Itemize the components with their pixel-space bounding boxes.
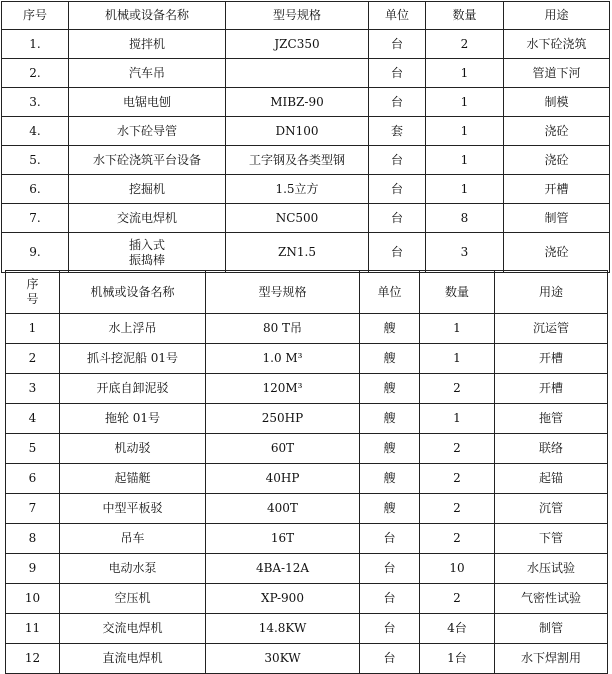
- table2-cell: 2: [420, 374, 495, 404]
- table2-cell: 艘: [360, 344, 420, 374]
- table1-cell: ZN1.5: [226, 233, 369, 273]
- table2-row: [6, 644, 608, 674]
- table2-cell: 10: [6, 584, 60, 614]
- table2-cell: 80 T吊: [206, 314, 360, 344]
- table1-header-cell: 序号: [2, 2, 69, 30]
- table1-cell: 7.: [2, 204, 69, 233]
- table2-cell: 拖轮 01号: [60, 404, 206, 434]
- table1-cell: 台: [369, 30, 426, 59]
- table2-cell: 1.0 M³: [206, 344, 360, 374]
- table1-cell: 6.: [2, 175, 69, 204]
- table2-cell: 8: [6, 524, 60, 554]
- table2-cell: 台: [360, 584, 420, 614]
- table1-cell: 浇砼: [504, 117, 610, 146]
- table1-header-row: [2, 2, 610, 30]
- table2-row: [6, 464, 608, 494]
- table2-cell: 2: [420, 494, 495, 524]
- table1-cell: 台: [369, 88, 426, 117]
- table2-row: [6, 344, 608, 374]
- table2-header-cell: 序 号: [6, 271, 60, 314]
- table1-cell: 制模: [504, 88, 610, 117]
- table2-cell: 交流电焊机: [60, 614, 206, 644]
- table2-cell: 1: [420, 344, 495, 374]
- table1-cell: 交流电焊机: [69, 204, 226, 233]
- table2-cell: 沉运管: [495, 314, 608, 344]
- table2-cell: 2: [420, 464, 495, 494]
- table2-cell: 台: [360, 524, 420, 554]
- table1-cell: 台: [369, 175, 426, 204]
- table1-cell: NC500: [226, 204, 369, 233]
- table1-cell: 水下砼导管: [69, 117, 226, 146]
- table2-cell: 2: [6, 344, 60, 374]
- table2-cell: 开底自卸泥驳: [60, 374, 206, 404]
- table1-header-cell: 机械或设备名称: [69, 2, 226, 30]
- table1-row: [2, 204, 610, 233]
- table2-header-cell: 机械或设备名称: [60, 271, 206, 314]
- table2-cell: 30KW: [206, 644, 360, 674]
- table2-cell: 中型平板驳: [60, 494, 206, 524]
- table1-header-cell: 用途: [504, 2, 610, 30]
- table2-cell: 气密性试验: [495, 584, 608, 614]
- table1-row: [2, 233, 610, 273]
- table1-cell: 搅拌机: [69, 30, 226, 59]
- table1-header-cell: 型号规格: [226, 2, 369, 30]
- table2-cell: 制管: [495, 614, 608, 644]
- table2-cell: 拖管: [495, 404, 608, 434]
- table1-row: [2, 175, 610, 204]
- table1-cell: 1: [426, 88, 504, 117]
- table1-cell: MIBZ-90: [226, 88, 369, 117]
- table1-cell: 1: [426, 146, 504, 175]
- table2-cell: 12: [6, 644, 60, 674]
- table2-row: [6, 434, 608, 464]
- table1-cell: 1.5立方: [226, 175, 369, 204]
- table2-cell: 14.8KW: [206, 614, 360, 644]
- table2-row: [6, 404, 608, 434]
- table2-cell: 艘: [360, 494, 420, 524]
- table1-row: [2, 88, 610, 117]
- table2-cell: 联络: [495, 434, 608, 464]
- table2-header-cell: 型号规格: [206, 271, 360, 314]
- table1-cell: 台: [369, 146, 426, 175]
- table2-cell: 台: [360, 554, 420, 584]
- table2-cell: 120M³: [206, 374, 360, 404]
- table2-cell: 2: [420, 584, 495, 614]
- table2-cell: 艘: [360, 374, 420, 404]
- table1-row: [2, 146, 610, 175]
- table2-row: [6, 524, 608, 554]
- table2-cell: 直流电焊机: [60, 644, 206, 674]
- table2-cell: 抓斗挖泥船 01号: [60, 344, 206, 374]
- table2-cell: 艘: [360, 404, 420, 434]
- table2-cell: 起锚: [495, 464, 608, 494]
- table1-header-cell: 数量: [426, 2, 504, 30]
- table1-cell: 台: [369, 233, 426, 273]
- table1-cell: 9.: [2, 233, 69, 273]
- table1-header-cell: 单位: [369, 2, 426, 30]
- table1-cell: 2.: [2, 59, 69, 88]
- table1-cell: 水下砼浇筑平台设备: [69, 146, 226, 175]
- table2-cell: 1台: [420, 644, 495, 674]
- table1-row: [2, 117, 610, 146]
- table2-header-cell: 数量: [420, 271, 495, 314]
- table2-cell: 1: [420, 404, 495, 434]
- table2-row: [6, 584, 608, 614]
- table1-cell: 4.: [2, 117, 69, 146]
- table2-cell: 吊车: [60, 524, 206, 554]
- table2-cell: 4台: [420, 614, 495, 644]
- table2-cell: 艘: [360, 464, 420, 494]
- table1-cell: DN100: [226, 117, 369, 146]
- table2-cell: 7: [6, 494, 60, 524]
- table1-cell: 3.: [2, 88, 69, 117]
- table1-cell: 1.: [2, 30, 69, 59]
- table2-header-cell: 用途: [495, 271, 608, 314]
- table2-cell: 电动水泵: [60, 554, 206, 584]
- table2-cell: 沉管: [495, 494, 608, 524]
- table2-cell: 空压机: [60, 584, 206, 614]
- table2-row: [6, 314, 608, 344]
- table1-cell: 工字钢及各类型钢: [226, 146, 369, 175]
- table2-cell: 11: [6, 614, 60, 644]
- table1-cell: 电锯电刨: [69, 88, 226, 117]
- table1-cell: 汽车吊: [69, 59, 226, 88]
- table1-cell: 台: [369, 204, 426, 233]
- table1-cell: 台: [369, 59, 426, 88]
- table1-cell: 套: [369, 117, 426, 146]
- table1-row: [2, 30, 610, 59]
- table1-cell: 2: [426, 30, 504, 59]
- table1-cell: JZC350: [226, 30, 369, 59]
- table1-cell: 浇砼: [504, 233, 610, 273]
- table2-cell: 40HP: [206, 464, 360, 494]
- table2-row: [6, 494, 608, 524]
- table1-cell: 开槽: [504, 175, 610, 204]
- table2-cell: 艘: [360, 434, 420, 464]
- table2-cell: 开槽: [495, 374, 608, 404]
- table2-cell: 16T: [206, 524, 360, 554]
- equipment-table-1: [1, 1, 610, 273]
- table1-cell: 插入式 振捣棒: [69, 233, 226, 273]
- table2-row: [6, 554, 608, 584]
- table2-cell: 6: [6, 464, 60, 494]
- table2-cell: 60T: [206, 434, 360, 464]
- table2-cell: 10: [420, 554, 495, 584]
- table2-row: [6, 374, 608, 404]
- table2-cell: XP-900: [206, 584, 360, 614]
- table2-cell: 下管: [495, 524, 608, 554]
- table2-cell: 2: [420, 524, 495, 554]
- table2-cell: 水压试验: [495, 554, 608, 584]
- table1-cell: [226, 59, 369, 88]
- table2-cell: 台: [360, 614, 420, 644]
- table2-cell: 台: [360, 644, 420, 674]
- table2-cell: 起锚艇: [60, 464, 206, 494]
- table2-cell: 2: [420, 434, 495, 464]
- table2-cell: 250HP: [206, 404, 360, 434]
- table2-cell: 9: [6, 554, 60, 584]
- table1-cell: 浇砼: [504, 146, 610, 175]
- table2-cell: 400T: [206, 494, 360, 524]
- table2-cell: 4: [6, 404, 60, 434]
- table1-cell: 1: [426, 175, 504, 204]
- table1-row: [2, 59, 610, 88]
- table1-cell: 水下砼浇筑: [504, 30, 610, 59]
- table2-cell: 5: [6, 434, 60, 464]
- table1-cell: 8: [426, 204, 504, 233]
- table2-cell: 1: [6, 314, 60, 344]
- table2-cell: 水下焊割用: [495, 644, 608, 674]
- table2-cell: 1: [420, 314, 495, 344]
- table1-cell: 1: [426, 117, 504, 146]
- table2-header-cell: 单位: [360, 271, 420, 314]
- table2-cell: 机动驳: [60, 434, 206, 464]
- table1-cell: 1: [426, 59, 504, 88]
- table2-header-row: [6, 271, 608, 314]
- table2-cell: 4BA-12A: [206, 554, 360, 584]
- equipment-table-2: [5, 270, 608, 674]
- table2-cell: 开槽: [495, 344, 608, 374]
- table2-cell: 3: [6, 374, 60, 404]
- table1-cell: 管道下河: [504, 59, 610, 88]
- table1-cell: 制管: [504, 204, 610, 233]
- table2-cell: 水上浮吊: [60, 314, 206, 344]
- table1-cell: 5.: [2, 146, 69, 175]
- table1-cell: 3: [426, 233, 504, 273]
- table1-cell: 挖掘机: [69, 175, 226, 204]
- table2-row: [6, 614, 608, 644]
- table2-cell: 艘: [360, 314, 420, 344]
